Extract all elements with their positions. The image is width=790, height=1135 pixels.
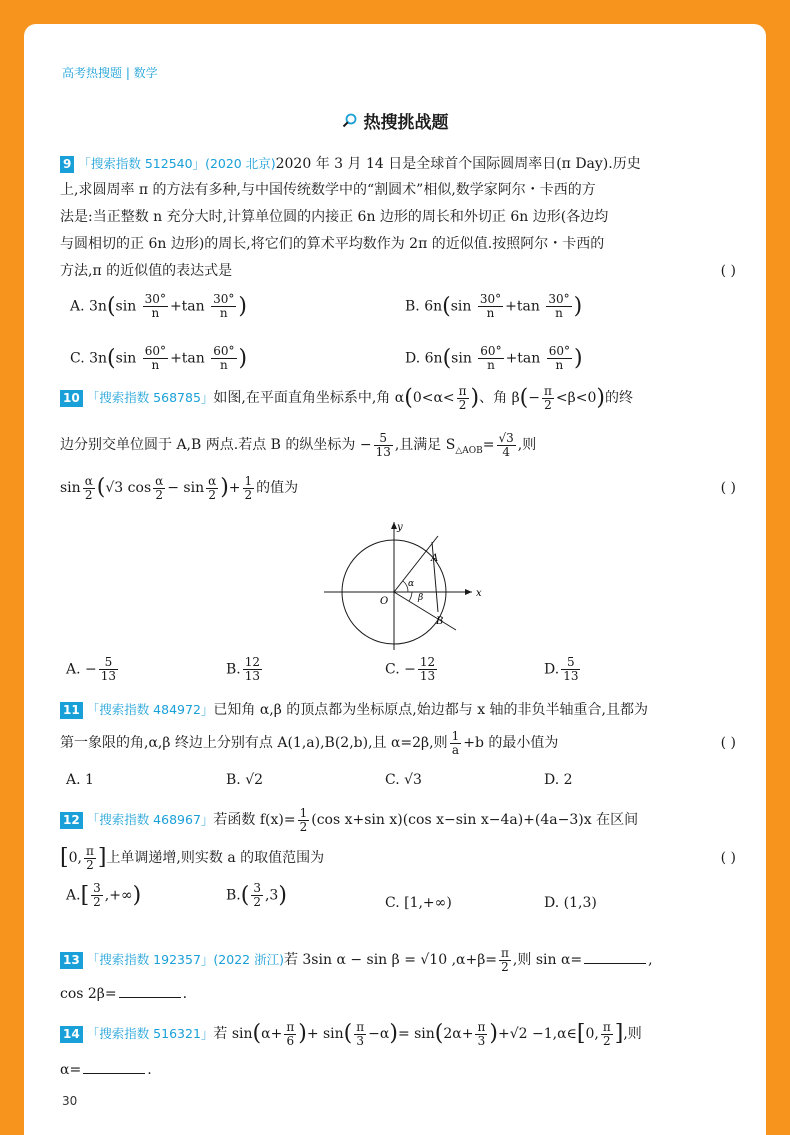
header: 高考热搜题 | 数学 bbox=[62, 66, 158, 80]
section-title bbox=[342, 108, 449, 133]
option-b[interactable]: B. 6n(sin $\frac{30^\circ}{n}$ +tan $\frac{30^\circ}{n}$ ) bbox=[405, 292, 583, 320]
option-a[interactable]: A.[ $\frac{3}{2}$ ,+∞) bbox=[66, 881, 142, 909]
q9-text-5: 方法,π 的近似值的表达式是 bbox=[60, 263, 233, 279]
page bbox=[24, 24, 766, 1135]
option-a[interactable]: A. 3n(sin $\frac{30^\circ}{n}$ +tan $\frac{30^\circ}{n}$ ) bbox=[70, 292, 248, 320]
answer-blank[interactable] bbox=[83, 1059, 145, 1074]
option-d[interactable]: D. 6n(sin $\frac{60^\circ}{n}$ +tan $\frac{60^\circ}{n}$ ) bbox=[405, 344, 583, 372]
answer-bracket: ( ) bbox=[720, 850, 736, 866]
answer-bracket: ( ) bbox=[720, 263, 736, 279]
svg-text:A: A bbox=[431, 553, 439, 564]
option-c[interactable]: C. 3n(sin $\frac{60^\circ}{n}$ +tan $\frac{60^\circ}{n}$ ) bbox=[70, 344, 248, 372]
question-number: 13 bbox=[60, 952, 83, 969]
question-number: 12 bbox=[60, 812, 83, 829]
option-d[interactable]: D. 2 bbox=[544, 772, 573, 788]
q9-line-3: 法是:当正整数 n 充分大时,计算单位圆的内接正 6n 边形的周长和外切正 6n 边形(各边均 bbox=[60, 209, 609, 225]
q10-line-3: sin $\frac{\alpha}{2}$ (√3 cos $\frac{\alpha}{2}$ − sin $\frac{\alpha}{2}$ )+ $\frac{1}{2}$ 的值为 ( ) bbox=[60, 470, 736, 506]
option-b[interactable]: B.( $\frac{3}{2}$ ,3) bbox=[226, 881, 287, 909]
question-number: 10 bbox=[60, 390, 83, 407]
question-number: 14 bbox=[60, 1026, 83, 1043]
question-12: 12 「搜索指数 468967」若函数 f(x)= $\frac{1}{2}$ (cos x+sin x)(cos x−sin x−4a)+(4a−3)x 在区间 [0, $\frac{\pi}{2}$ ]上单调递增,则实数 a 的取值范围为 ( ) A.[ $\frac{3}{2}$ ,+∞) B.( $\frac{3}{2}$ ,3) C. [1,+∞) D. (1,3) bbox=[60, 802, 736, 924]
q10-line-1: 10 「搜索指数 568785」如图,在平面直角坐标系中,角 α(0<α< $\frac{\pi}{2}$ )、角 β(− $\frac{\pi}{2}$ <β<0)的终 bbox=[60, 384, 736, 420]
svg-text:x: x bbox=[476, 588, 482, 599]
question-10 bbox=[60, 384, 736, 506]
option-d[interactable]: D. $\frac{5}{13}$ bbox=[544, 655, 579, 683]
svg-text:β: β bbox=[418, 593, 424, 603]
question-9 bbox=[60, 150, 736, 387]
option-a[interactable]: A. 1 bbox=[66, 772, 94, 788]
svg-text:y: y bbox=[397, 522, 403, 533]
question-11: 11 「搜索指数 484972」已知角 α,β 的顶点都为坐标原点,始边都与 x 轴的非负半轴重合,且都为 第一象限的角,α,β 终边上分别有点 A(1,a),B(2,b),且 α=2β,则 $\frac{1}{a}$ +b 的最小值为 ( ) A. 1 B. √2 C. √3 D. 2 bbox=[60, 696, 736, 797]
search-index-tag: 「搜索指数 484972」 bbox=[86, 702, 214, 717]
q9-options-row-1 bbox=[60, 285, 736, 337]
answer-bracket: ( ) bbox=[720, 735, 736, 751]
option-c[interactable]: C. √3 bbox=[385, 772, 422, 788]
search-index-tag: 「搜索指数 516321」 bbox=[86, 1026, 214, 1041]
q9-line-4: 与圆相切的正 6n 边形)的周长,将它们的算术平均数作为 2π 的近似值.按照阿尔・卡西的 bbox=[60, 236, 605, 252]
q10-options bbox=[60, 656, 736, 696]
search-icon bbox=[342, 113, 358, 129]
section-title-text: 热搜挑战题 bbox=[363, 113, 449, 133]
option-d[interactable]: D. (1,3) bbox=[544, 895, 597, 911]
answer-bracket: ( ) bbox=[720, 480, 736, 496]
page-number: 30 bbox=[62, 1094, 78, 1108]
source-tag: (2022 浙江) bbox=[213, 952, 284, 967]
question-14: 14 「搜索指数 516321」若 sin(α+ $\frac{\pi}{6}$ )+ sin( $\frac{\pi}{3}$ −α)= sin(2α+ $\frac{\pi}{3}$ )+√2 −1,α∈[0, $\frac{\pi}{2}$ ],则 α= . bbox=[60, 1019, 642, 1078]
svg-text:O: O bbox=[380, 596, 389, 607]
option-c[interactable]: C. − $\frac{12}{13}$ bbox=[385, 655, 436, 683]
search-index-tag: 「搜索指数 512540」 bbox=[78, 156, 206, 171]
search-index-tag: 「搜索指数 468967」 bbox=[86, 812, 214, 827]
q9-line-2: 上,求圆周率 π 的方法有多种,与中国传统数学中的“割圆术”相似,数学家阿尔・卡西的方 bbox=[60, 182, 596, 198]
option-c[interactable]: C. [1,+∞) bbox=[385, 895, 452, 911]
section-title-wrap bbox=[24, 108, 766, 133]
q10-line-2: 边分别交单位圆于 A,B 两点.若点 B 的纵坐标为 − $\frac{5}{13}$ ,且满足 $S_{\triangle AOB}=$ $\frac{√3}{4}$ ,则 bbox=[60, 430, 537, 459]
search-index-tag: 「搜索指数 568785」 bbox=[86, 390, 214, 405]
question-number: 11 bbox=[60, 702, 83, 719]
q9-line-5 bbox=[60, 258, 736, 285]
option-b[interactable]: B. √2 bbox=[226, 772, 264, 788]
answer-blank[interactable] bbox=[119, 983, 181, 998]
unit-circle-figure bbox=[324, 518, 484, 654]
option-b[interactable]: B. $\frac{12}{13}$ bbox=[226, 655, 261, 683]
question-13: 13 「搜索指数 192357」(2022 浙江)若 3sin α − sin β = √10 ,α+β= $\frac{\pi}{2}$ ,则 sin α= , cos 2β= . bbox=[60, 945, 653, 1002]
svg-text:α: α bbox=[408, 579, 415, 589]
q9-options-row-2 bbox=[60, 337, 736, 387]
source-tag: (2020 北京) bbox=[205, 156, 276, 171]
option-a[interactable]: A. − $\frac{5}{13}$ bbox=[66, 655, 117, 683]
svg-text:B: B bbox=[436, 616, 444, 627]
question-number: 9 bbox=[60, 156, 74, 173]
q9-line-1 bbox=[60, 150, 736, 177]
search-index-tag: 「搜索指数 192357」 bbox=[86, 952, 214, 967]
answer-blank[interactable] bbox=[584, 949, 646, 964]
q9-text-1: 2020 年 3 月 14 日是全球首个国际圆周率日(π Day).历史 bbox=[275, 156, 641, 172]
